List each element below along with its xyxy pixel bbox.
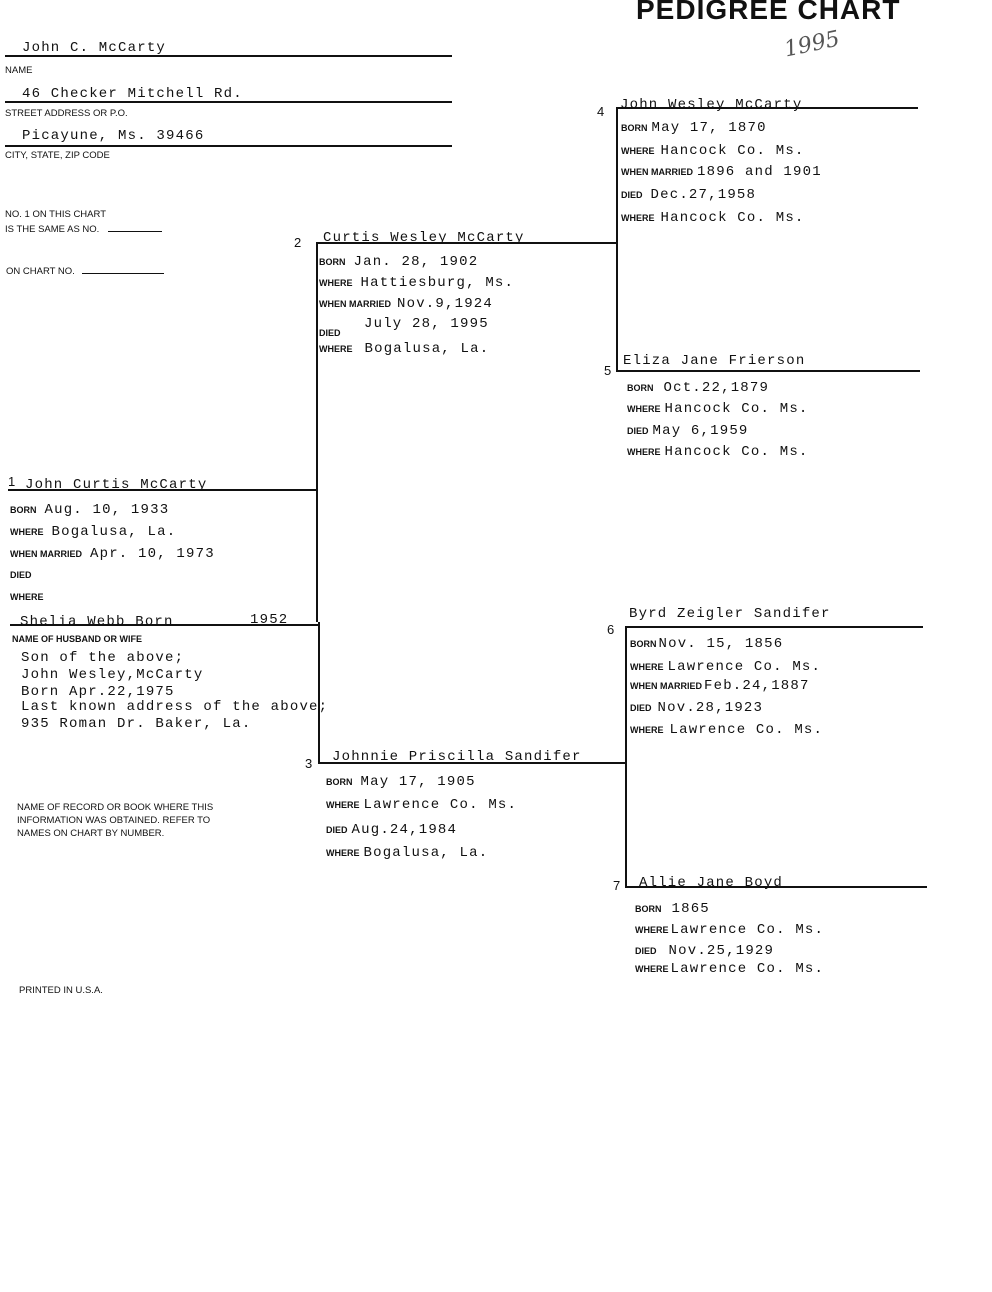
p2-where-row	[319, 275, 514, 291]
p1-born-label: BORN	[10, 505, 37, 515]
source-label-1: NAME OF RECORD OR BOOK WHERE THIS	[17, 802, 214, 813]
p6-born-row	[630, 636, 783, 652]
p6-died-where-label: WHERE	[630, 725, 664, 735]
p4-p5-vertical	[616, 107, 618, 372]
p2-died-value: July 28, 1995	[364, 316, 489, 332]
compiler-city-label: CITY, STATE, ZIP CODE	[5, 150, 110, 161]
p5-where-label: WHERE	[627, 404, 661, 414]
spouse-name: Shelia Webb Born	[20, 614, 174, 630]
p4-where-row	[621, 143, 805, 159]
p3-where-row	[326, 797, 517, 813]
p3-died-value: Aug.24,1984	[351, 822, 458, 838]
p5-died-row	[627, 423, 749, 439]
p3-died-where-value: Bogalusa, La.	[363, 845, 489, 861]
p6-married-row	[630, 678, 810, 694]
p4-died-value: Dec.27,1958	[650, 187, 757, 203]
p1-where-label: WHERE	[10, 527, 44, 537]
p3-born-row	[326, 774, 476, 790]
p1-number: 1	[8, 474, 16, 489]
page-title: PEDIGREE CHART	[636, 0, 901, 25]
p1-born-row	[10, 502, 169, 518]
p7-died-where-label: WHERE	[635, 964, 669, 974]
p1-where-value: Bogalusa, La.	[51, 524, 177, 540]
p1-married-label: WHEN MARRIED	[10, 549, 82, 559]
p1-married-row	[10, 546, 215, 562]
p4-where-value: Hancock Co. Ms.	[660, 143, 805, 159]
p7-where-label: WHERE	[635, 925, 669, 935]
p3-number: 3	[305, 756, 313, 771]
p5-born-row	[627, 380, 769, 396]
p2-died-label: DIED	[319, 328, 341, 338]
p1-where-row	[10, 524, 176, 540]
p6-name: Byrd Zeigler Sandifer	[629, 606, 831, 622]
same-as-line	[108, 231, 162, 232]
p7-born-value: 1865	[671, 901, 710, 917]
p2-married-row	[319, 296, 493, 312]
p6-name-line	[625, 626, 923, 628]
p7-died-where-value: Lawrence Co. Ms.	[670, 961, 825, 977]
p5-died-label: DIED	[627, 426, 649, 436]
p2-born-value: Jan. 28, 1902	[353, 254, 479, 270]
compiler-street-label: STREET ADDRESS OR P.O.	[5, 108, 128, 119]
p2-died-where-row	[319, 341, 489, 357]
p4-died-where-row	[621, 210, 805, 226]
p6-married-label: WHEN MARRIED	[630, 681, 702, 691]
p4-married-label: WHEN MARRIED	[621, 167, 693, 177]
p1-died-label: DIED	[10, 570, 32, 580]
printed-label: PRINTED IN U.S.A.	[19, 985, 103, 996]
compiler-name-label: NAME	[5, 65, 33, 76]
source-label-2: INFORMATION WAS OBTAINED. REFER TO	[17, 815, 211, 826]
p3-name: Johnnie Priscilla Sandifer	[332, 749, 582, 765]
p5-name-line	[616, 370, 920, 372]
p6-married-value: Feb.24,1887	[704, 678, 810, 694]
p2-where-label: WHERE	[319, 278, 353, 288]
p2-p3-upper-vertical	[316, 242, 318, 622]
p2-died-where-label: WHERE	[319, 344, 353, 354]
p4-married-value: 1896 and 1901	[697, 164, 822, 180]
p2-where-value: Hattiesburg, Ms.	[360, 275, 515, 291]
p6-died-label: DIED	[630, 703, 652, 713]
p3-died-row	[326, 822, 457, 838]
p3-died-label: DIED	[326, 825, 348, 835]
p4-died-where-label: WHERE	[621, 213, 655, 223]
p6-died-where-row	[630, 722, 823, 738]
p3-died-where-label: WHERE	[326, 848, 360, 858]
p1-married-value: Apr. 10, 1973	[90, 546, 215, 562]
spouse-year: 1952	[250, 612, 289, 628]
p4-born-value: May 17, 1870	[651, 120, 767, 136]
p3-where-label: WHERE	[326, 800, 360, 810]
p6-born-label: BORN	[630, 639, 657, 649]
p5-died-value: May 6,1959	[652, 423, 749, 439]
on-chart-line	[82, 273, 164, 274]
spouse-note-2: John Wesley,McCarty	[21, 667, 204, 683]
p7-name: Allie Jane Boyd	[639, 875, 784, 891]
p4-died-label: DIED	[621, 190, 643, 200]
spouse-note-4: Last known address of the above;	[21, 699, 329, 715]
p3-born-value: May 17, 1905	[360, 774, 476, 790]
p7-born-row	[635, 901, 710, 917]
p5-died-where-row	[627, 444, 809, 460]
p5-where-row	[627, 401, 809, 417]
p5-born-label: BORN	[627, 383, 654, 393]
p7-died-value: Nov.25,1929	[668, 943, 775, 959]
p2-name: Curtis Wesley McCarty	[323, 230, 525, 246]
p7-where-row	[635, 922, 824, 938]
p5-died-where-value: Hancock Co. Ms.	[664, 444, 809, 460]
p2-died-where-value: Bogalusa, La.	[364, 341, 490, 357]
on-chart-label: ON CHART NO.	[6, 266, 75, 277]
p6-died-value: Nov.28,1923	[657, 700, 764, 716]
p6-where-row	[630, 659, 821, 675]
same-as-label-2: IS THE SAME AS NO.	[5, 224, 100, 235]
p4-where-label: WHERE	[621, 146, 655, 156]
p2-married-value: Nov.9,1924	[397, 296, 494, 312]
p2-born-row	[319, 254, 478, 270]
p5-died-where-label: WHERE	[627, 447, 661, 457]
p6-where-label: WHERE	[630, 662, 664, 672]
p4-number: 4	[597, 104, 605, 119]
p1-died-row	[10, 570, 40, 580]
p3-where-value: Lawrence Co. Ms.	[363, 797, 518, 813]
p7-died-where-row	[635, 961, 824, 977]
compiler-name-line	[5, 55, 452, 57]
compiler-city-line	[5, 145, 452, 147]
p6-born-value: Nov. 15, 1856	[658, 636, 784, 652]
p2-p3-lower-vertical	[318, 622, 320, 764]
p1-name: John Curtis McCarty	[25, 477, 208, 493]
compiler-street-line	[5, 101, 452, 103]
p7-born-label: BORN	[635, 904, 662, 914]
compiler-name: John C. McCarty	[22, 40, 167, 56]
p3-died-where-row	[326, 845, 488, 861]
spouse-note-5: 935 Roman Dr. Baker, La.	[21, 716, 252, 732]
p3-born-label: BORN	[326, 777, 353, 787]
p7-where-value: Lawrence Co. Ms.	[670, 922, 825, 938]
p6-number: 6	[607, 622, 615, 637]
handwritten-year: 1995	[782, 26, 842, 63]
p6-where-value: Lawrence Co. Ms.	[667, 659, 822, 675]
p4-died-row	[621, 187, 756, 203]
p5-number: 5	[604, 363, 612, 378]
source-label-3: NAMES ON CHART BY NUMBER.	[17, 828, 165, 839]
p6-p7-vertical	[625, 626, 627, 888]
p1-born-value: Aug. 10, 1933	[44, 502, 170, 518]
p2-married-label: WHEN MARRIED	[319, 299, 391, 309]
spouse-note-3: Born Apr.22,1975	[21, 684, 175, 700]
p5-name: Eliza Jane Frierson	[623, 353, 806, 369]
p7-died-row	[635, 943, 774, 959]
p7-died-label: DIED	[635, 946, 657, 956]
p6-died-row	[630, 700, 763, 716]
p1-died-where-row	[10, 592, 52, 602]
p6-died-where-value: Lawrence Co. Ms.	[669, 722, 824, 738]
p5-where-value: Hancock Co. Ms.	[664, 401, 809, 417]
p2-born-label: BORN	[319, 257, 346, 267]
p5-born-value: Oct.22,1879	[663, 380, 770, 396]
p2-number: 2	[294, 235, 302, 250]
spouse-label: NAME OF HUSBAND OR WIFE	[12, 634, 142, 644]
spouse-note-1: Son of the above;	[21, 650, 185, 666]
p4-name: John Wesley McCarty	[620, 97, 803, 113]
compiler-city: Picayune, Ms. 39466	[22, 128, 205, 144]
p7-number: 7	[613, 878, 621, 893]
p4-born-label: BORN	[621, 123, 648, 133]
p4-born-row	[621, 120, 767, 136]
p4-married-row	[621, 164, 822, 180]
compiler-street: 46 Checker Mitchell Rd.	[22, 86, 243, 102]
p4-died-where-value: Hancock Co. Ms.	[660, 210, 805, 226]
p1-died-where-label: WHERE	[10, 592, 44, 602]
same-as-label-1: NO. 1 ON THIS CHART	[5, 209, 106, 220]
